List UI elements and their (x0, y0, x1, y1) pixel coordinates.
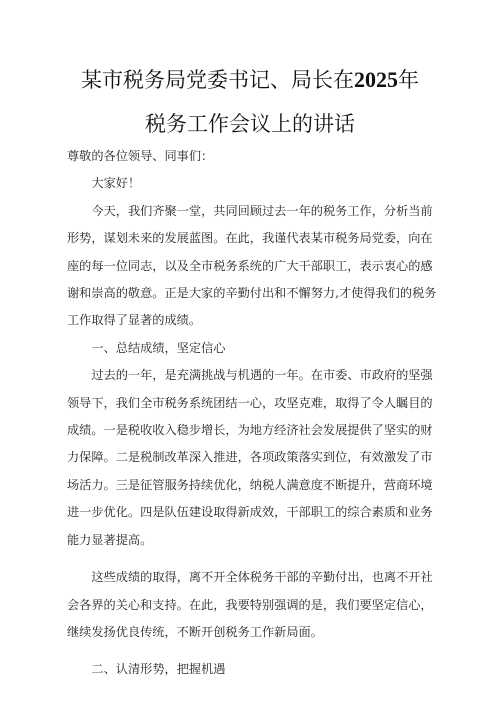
document-body (67, 143, 437, 684)
paragraph-line: 成绩。一是税收收入稳步增长，为地方经济社会发展提供了坚实的财 (67, 423, 433, 438)
paragraph-line: 工作取得了显著的成绩。 (67, 313, 202, 328)
title-year: 2025 (354, 67, 398, 92)
document-title-line-1 (60, 64, 440, 94)
paragraph-line: 形势，谋划未来的发展蓝图。在此，我谨代表某市税务局党委，向在 (67, 231, 433, 246)
paragraph-line: 进一步优化。四是队伍建设取得新成效，干部职工的综合素质和业务 (67, 505, 433, 520)
paragraph-1 (67, 198, 437, 335)
paragraph-line: 今天，我们齐聚一堂，共同回顾过去一年的税务工作，分析当前 (91, 203, 433, 218)
section-heading-1: 一、总结成绩，坚定信心 (91, 340, 226, 355)
paragraph-line: 座的每一位同志，以及全市税务系统的广大干部职工，表示衷心的感 (67, 258, 433, 273)
title-text-post: 年 (398, 68, 419, 92)
document-title-line-2: 税务工作会议上的讲话 (145, 112, 355, 136)
title-text-pre: 某市税务局党委书记、局长在 (81, 68, 354, 92)
paragraph-line: 谢和崇高的敬意。正是大家的辛勤付出和不懈努力,才使得我们的税务 (67, 286, 437, 301)
paragraph-3 (67, 564, 437, 646)
paragraph-line: 能力显著提高。 (67, 532, 153, 547)
section-heading-2: 二、认清形势，把握机遇 (91, 662, 226, 677)
greeting: 大家好！ (91, 176, 141, 191)
paragraph-line: 继续发扬优良传统，不断开创税务工作新局面。 (67, 624, 323, 639)
salutation: 尊敬的各位领导、同事们： (67, 149, 214, 163)
paragraph-line: 会各界的关心和支持。在此，我要特别强调的是，我们要坚定信心， (67, 597, 433, 612)
paragraph-line: 领导下，我们全市税务系统团结一心，攻坚克难，取得了令人瞩目的 (67, 395, 433, 410)
paragraph-line: 力保障。二是税制改革深入推进，各项政策落实到位，有效激发了市 (67, 450, 433, 465)
paragraph-2 (67, 362, 437, 554)
paragraph-line: 这些成绩的取得，离不开全体税务干部的辛勤付出，也离不开社 (91, 570, 433, 585)
paragraph-line: 过去的一年，是充满挑战与机遇的一年。在市委、市政府的坚强 (91, 368, 433, 383)
paragraph-line: 场活力。三是征管服务持续优化，纳税人满意度不断提升，营商环境 (67, 477, 433, 492)
